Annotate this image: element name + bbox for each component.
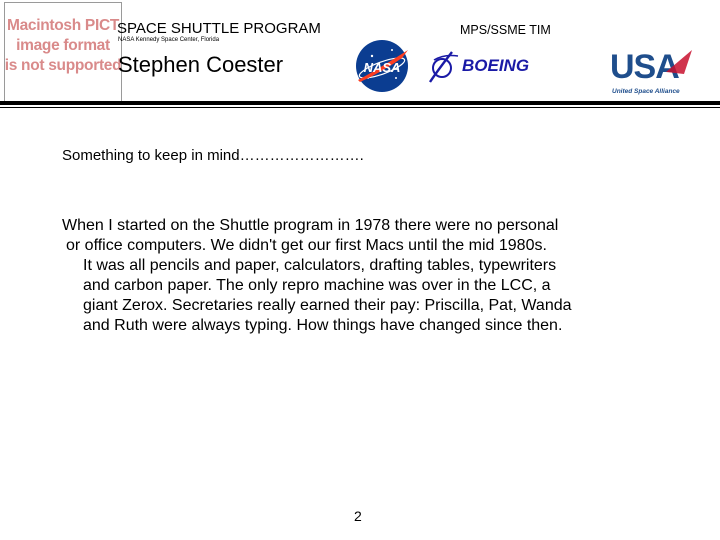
nasa-logo [352,38,412,94]
paragraph-line: giant Zerox. Secretaries really earned their pay: Priscilla, Pat, Wanda [83,297,572,314]
paragraph-line: or office computers. We didn't get our first Macs until the mid 1980s. [66,237,547,254]
paragraph-line: and Ruth were always typing. How things have changed since then. [83,317,563,334]
unsupported-image-line: image format [16,37,110,54]
header-divider-thick [0,101,720,105]
usa-tagline: United Space Alliance [612,88,680,95]
unsupported-image-line: is not supported [4,57,122,74]
header-divider-thin [0,107,720,108]
boeing-logo-text: BOEING [462,56,530,75]
page-number: 2 [354,508,362,524]
lead-text: Something to keep in mind……………………. [62,147,364,164]
body-paragraph [62,216,662,336]
usa-logo [608,44,698,98]
paragraph-line: It was all pencils and paper, calculators, drafting tables, typewriters [83,257,557,274]
unsupported-image-line: Macintosh PICT [6,17,120,34]
presenter-name: Stephen Coester [118,52,284,77]
paragraph-line: When I started on the Shuttle program in 1978 there were no personal [62,217,559,234]
unsupported-image-message [2,16,124,76]
group-label: MPS/SSME TIM [460,23,551,37]
program-title: SPACE SHUTTLE PROGRAM [117,20,321,37]
paragraph-line: and carbon paper. The only repro machine was over in the LCC, a [83,277,551,294]
location-subtitle: NASA Kennedy Space Center, Florida [118,37,220,43]
boeing-logo [428,46,550,88]
usa-logo-text: USA [610,48,679,86]
nasa-logo-text: NASA [363,60,401,75]
